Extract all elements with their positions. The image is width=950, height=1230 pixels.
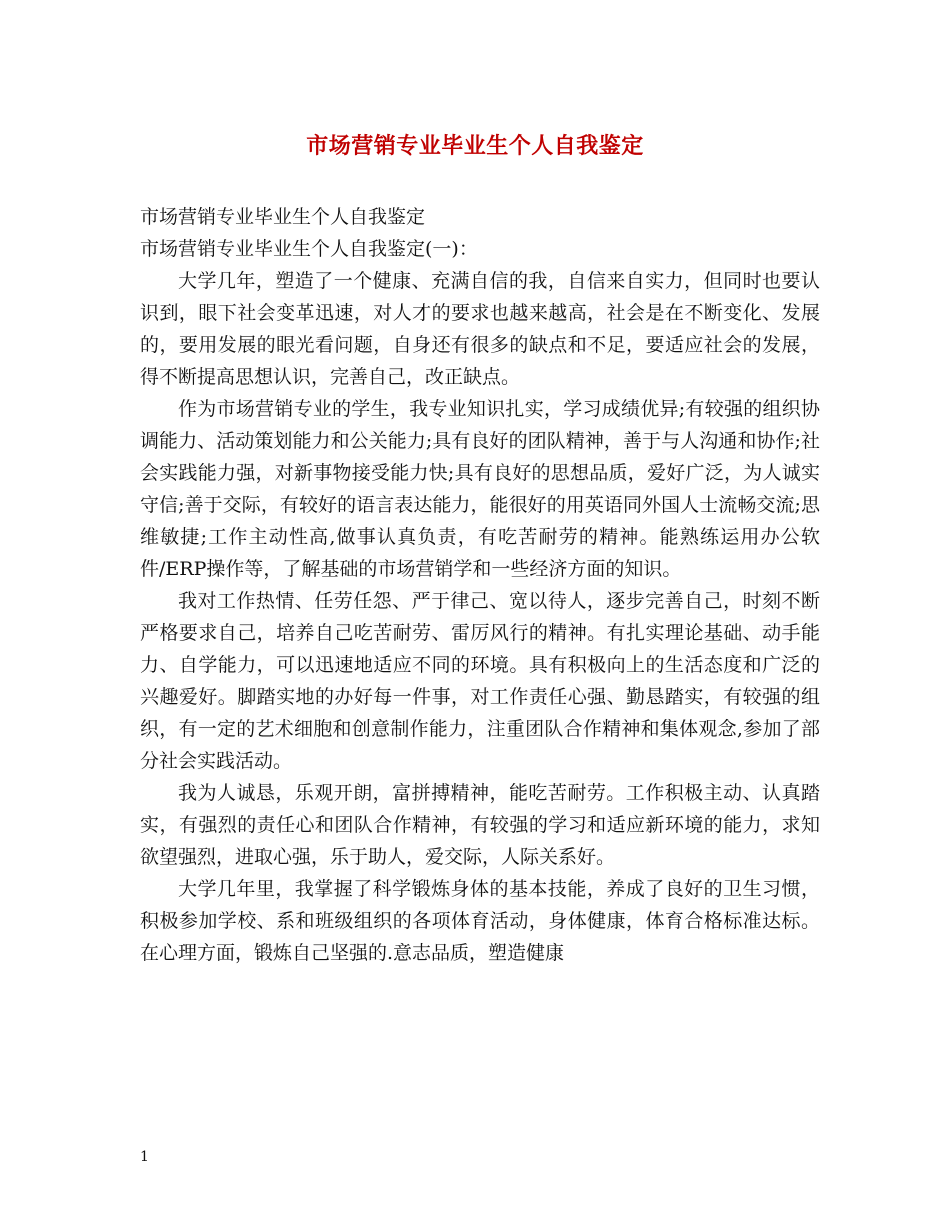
paragraph-3: 我对工作热情、任劳任怨、严于律己、宽以待人，逐步完善自己，时刻不断严格要求自己，培养自己吃苦耐劳、雷厉风行的精神。有扎实理论基础、动手能力、自学能力，可以迅速地适应不同的环境。具有积极向上的生活态度和广泛的兴趣爱好。脚踏实地的办好每一件事，对工作责任心强、勤恳踏实，有较强的组织，有一定的艺术细胞和创意制作能力，注重团队合作精神和集体观念,参加了部分社会实践活动。 [140,590,820,772]
paragraph-5: 大学几年里，我掌握了科学锻炼身体的基本技能，养成了良好的卫生习惯，积极参加学校、系和班级组织的各项体育活动，身体健康，体育合格标准达标。在心理方面，锻炼自己坚强的.意志品质，塑造健康 [140,878,820,964]
paragraph-1: 大学几年，塑造了一个健康、充满自信的我，自信来自实力，但同时也要认识到，眼下社会变革迅速，对人才的要求也越来越高，社会是在不断变化、发展的，要用发展的眼光看问题，自身还有很多的缺点和不足，要适应社会的发展，得不断提高思想认识，完善自己，改正缺点。 [140,270,820,388]
document-body [140,201,820,969]
section-heading: 市场营销专业毕业生个人自我鉴定(一)： [140,238,478,260]
document-subtitle: 市场营销专业毕业生个人自我鉴定 [140,206,426,228]
page-number: 1 [140,1149,149,1165]
document-title: 市场营销专业毕业生个人自我鉴定 [306,133,644,159]
paragraph-2: 作为市场营销专业的学生，我专业知识扎实，学习成绩优异;有较强的组织协调能力、活动策划能力和公关能力;具有良好的团队精神，善于与人沟通和协作;社会实践能力强，对新事物接受能力快;具有良好的思想品质，爱好广泛，为人诚实守信;善于交际，有较好的语言表达能力，能很好的用英语同外国人士流畅交流;思维敏捷;工作主动性高,做事认真负责，有吃苦耐劳的精神。能熟练运用办公软件/ERP操作等，了解基础的市场营销学和一些经济方面的知识。 [140,398,820,580]
paragraph-4: 我为人诚恳，乐观开朗，富拼搏精神，能吃苦耐劳。工作积极主动、认真踏实，有强烈的责任心和团队合作精神，有较强的学习和适应新环境的能力，求知欲望强烈，进取心强，乐于助人，爱交际，人际关系好。 [140,782,820,868]
